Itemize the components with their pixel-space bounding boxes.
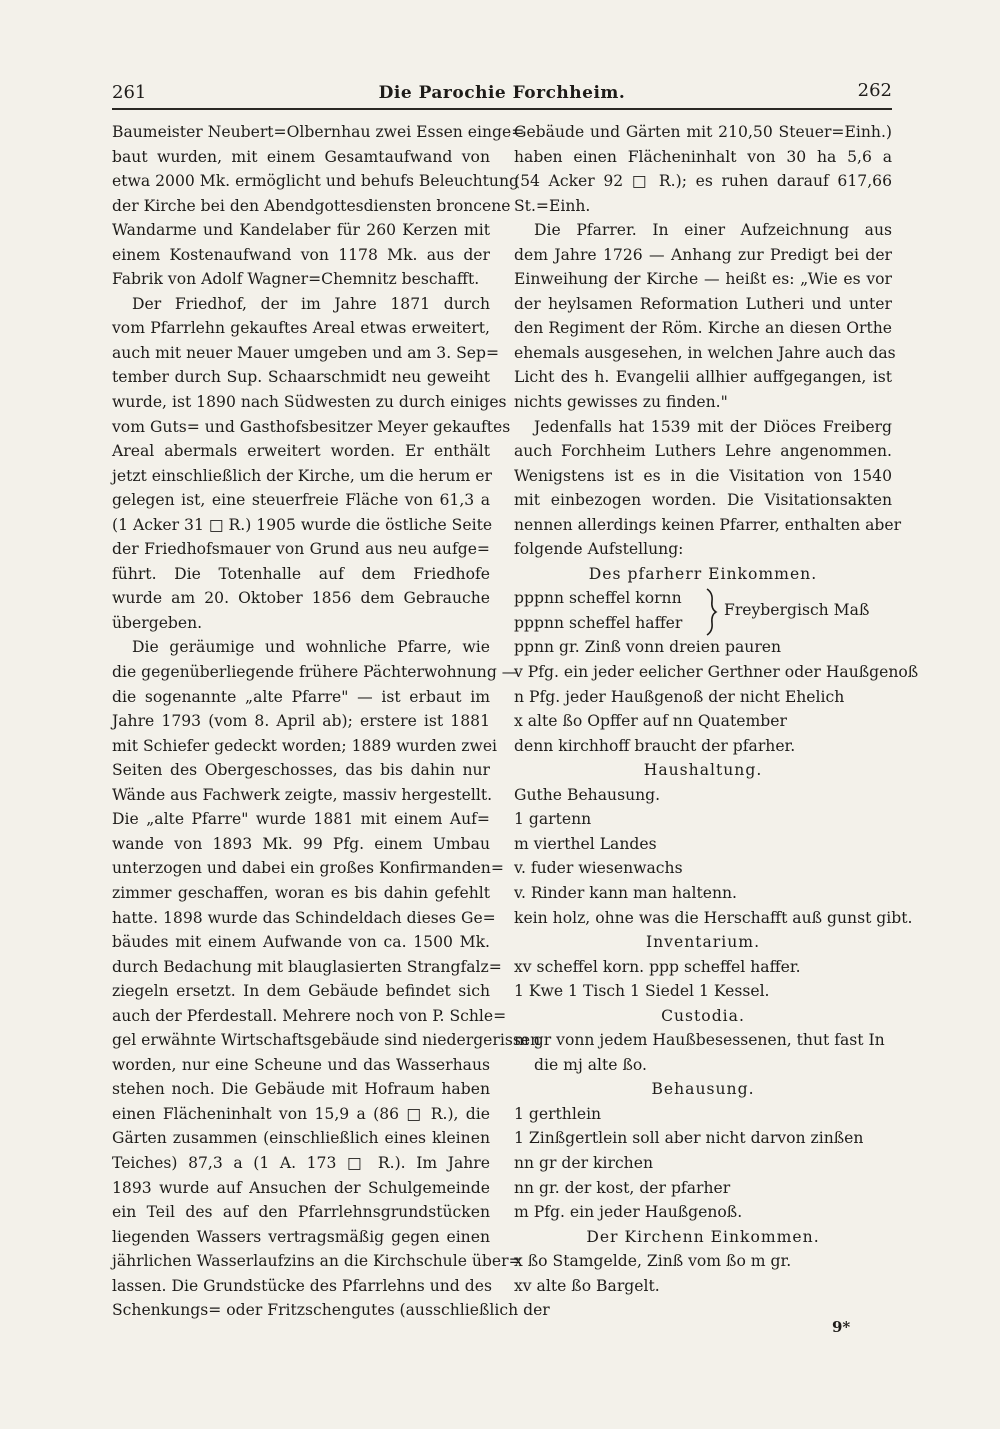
page-number-left: 261 [112, 82, 147, 103]
list-item: x alte ßo Opffer auf nn Quatember [514, 712, 787, 731]
text-line: die gegenüberliegende frühere Pächterwohnung — [112, 663, 518, 682]
text-line: ziegeln ersetzt. In dem Gebäude befindet sich [112, 982, 490, 1001]
section-heading: Haushaltung. [643, 761, 763, 780]
text-line: vom Guts= und Gasthofsbesitzer Meyer gekauftes [112, 417, 511, 436]
text-line: zimmer geschaffen, woran es bis dahin gefehlt [112, 883, 490, 902]
text-line: wande von 1893 Mk. 99 Pfg. einem Umbau [112, 834, 490, 853]
text-line: stehen noch. Die Gebäude mit Hofraum haben [112, 1080, 490, 1099]
page-number-right: 262 [857, 80, 892, 101]
text-line: dem Jahre 1726 — Anhang zur Predigt bei der [514, 245, 892, 264]
text-line: Fabrik von Adolf Wagner=Chemnitz beschafft. [112, 270, 480, 289]
list-item: nn gr der kirchen [514, 1153, 653, 1172]
text-line: Wandarme und Kandelaber für 260 Kerzen mit [112, 221, 490, 240]
text-line: gel erwähnte Wirtschaftsgebäude sind niedergerissen [112, 1031, 541, 1050]
left-column [112, 120, 550, 1323]
text-line: St.=Einh. [514, 196, 591, 215]
text-line: nennen allerdings keinen Pfarrer, enthalten aber [514, 515, 902, 534]
list-item: v. Rinder kann man haltenn. [514, 883, 738, 902]
section-heading: Des pfarherr Einkommen. [588, 564, 818, 583]
text-line: Einweihung der Kirche — heißt es: „Wie es vor [514, 270, 892, 289]
section-heading: Custodia. [661, 1006, 745, 1025]
text-line: jetzt einschließlich der Kirche, um die herum er [112, 466, 492, 485]
list-item: m gr vonn jedem Haußbesessenen, thut fast In [514, 1031, 885, 1050]
list-item: m vierthel Landes [514, 834, 657, 853]
text-line: baut wurden, mit einem Gesamtaufwand von [112, 147, 490, 166]
list-item: ppnn gr. Zinß vonn dreien pauren [514, 638, 782, 657]
text-line: Teiches) 87,3 a (1 A. 173 □ R.). Im Jahre [112, 1153, 490, 1172]
list-item: denn kirchhoff braucht der pfarher. [514, 736, 796, 755]
brace-note: Freybergisch Maß [724, 601, 870, 619]
text-line: den Regiment der Röm. Kirche an diesen Orthe [514, 319, 892, 338]
text-line: der Kirche bei den Abendgottesdiensten broncene [112, 196, 511, 215]
text-line: vom Pfarrlehn gekauftes Areal etwas erweitert, [112, 319, 490, 338]
text-line: nichts gewisses zu finden." [514, 393, 728, 412]
text-line: auch Forchheim Luthers Lehre angenommen. [514, 442, 892, 461]
list-item: pppnn scheffel haffer [514, 613, 683, 632]
list-item: xv scheffel korn. ppp scheffel haffer. [514, 957, 801, 976]
list-item: n Pfg. jeder Haußgenoß der nicht Ehelich [514, 687, 845, 706]
text-line: Die „alte Pfarre" wurde 1881 mit einem Auf= [112, 810, 490, 829]
text-line: mit Schiefer gedeckt worden; 1889 wurden zwei [112, 736, 498, 755]
list-item: 1 gerthlein [514, 1104, 602, 1123]
text-line: Die geräumige und wohnliche Pfarre, wie [132, 638, 490, 657]
text-line: einem Kostenaufwand von 1178 Mk. aus der [112, 245, 490, 264]
text-line: der Friedhofsmauer von Grund aus neu aufge= [112, 540, 490, 559]
text-line: Wände aus Fachwerk zeigte, massiv hergestellt. [112, 785, 493, 804]
text-line: lassen. Die Grundstücke des Pfarrlehns und des [112, 1276, 492, 1295]
text-line: Seiten des Obergeschosses, das bis dahin nur [112, 761, 490, 780]
text-line: Wenigstens ist es in die Visitation von 1540 [514, 466, 892, 485]
list-item: die mj alte ßo. [534, 1055, 647, 1074]
running-title: Die Parochie Forchheim. [378, 83, 626, 103]
signature-mark: 9* [832, 1318, 851, 1336]
text-line: ein Teil des auf den Pfarrlehnsgrundstücken [112, 1203, 490, 1222]
text-line: hatte. 1898 wurde das Schindeldach dieses Ge= [112, 908, 496, 927]
text-line: Jedenfalls hat 1539 mit der Diöces Freiberg [534, 417, 892, 436]
text-line: durch Bedachung mit blauglasierten Strangfalz= [112, 957, 502, 976]
text-line: Licht des h. Evangelii allhier auffgegangen, ist [514, 368, 892, 387]
text-line: etwa 2000 Mk. ermöglicht und behufs Beleuchtung [112, 172, 519, 191]
section-heading: Der Kirchenn Einkommen. [586, 1227, 820, 1246]
text-line: einen Flächeninhalt von 15,9 a (86 □ R.), die [112, 1104, 490, 1123]
section-heading: Inventarium. [645, 933, 761, 952]
list-item: v. fuder wiesenwachs [514, 859, 683, 878]
list-item: 1 gartenn [514, 810, 592, 829]
text-line: Der Friedhof, der im Jahre 1871 durch [132, 294, 490, 313]
list-item: xv alte ßo Bargelt. [514, 1276, 660, 1295]
text-line: (1 Acker 31 □ R.) 1905 wurde die östliche Seite [112, 515, 493, 534]
text-line: gelegen ist, eine steuerfreie Fläche von 61,3 a [112, 491, 490, 510]
text-line: (54 Acker 92 □ R.); es ruhen darauf 617,66 [514, 172, 892, 191]
text-line: auch der Pferdestall. Mehrere noch von P. Schle= [112, 1006, 507, 1025]
text-line: führt. Die Totenhalle auf dem Friedhofe [112, 564, 490, 583]
text-line: die sogenannte „alte Pfarre" — ist erbaut im [112, 687, 490, 706]
text-line: folgende Aufstellung: [514, 540, 684, 559]
section-heading: Behausung. [651, 1080, 755, 1099]
list-item: 1 Kwe 1 Tisch 1 Siedel 1 Kessel. [514, 982, 770, 1001]
list-item: Guthe Behausung. [514, 785, 661, 804]
right-column [514, 120, 919, 1298]
text-line: liegenden Wassers vertragsmäßig gegen einen [112, 1227, 490, 1246]
list-item: nn gr. der kost, der pfarher [514, 1178, 731, 1197]
text-line: jährlichen Wasserlaufzins an die Kirchschule über= [112, 1252, 522, 1271]
header-rule [112, 108, 892, 110]
list-item: pppnn scheffel kornn [514, 589, 682, 608]
text-line: tember durch Sup. Schaarschmidt neu geweiht [112, 368, 490, 387]
text-line: Baumeister Neubert=Olbernhau zwei Essen einge= [112, 123, 525, 141]
text-line: mit einbezogen worden. Die Visitationsakten [514, 491, 892, 510]
text-line: Schenkungs= oder Fritzschengutes (ausschließlich der [112, 1301, 550, 1320]
list-item: x ßo Stamgelde, Zinß vom ßo m gr. [514, 1252, 792, 1271]
text-line: haben einen Flächeninhalt von 30 ha 5,6 a [514, 147, 892, 166]
text-line: bäudes mit einem Aufwande von ca. 1500 Mk. [112, 933, 490, 952]
brace-glyph [703, 587, 719, 637]
text-line: Jahre 1793 (vom 8. April ab); erstere ist 1881 [112, 712, 490, 731]
text-line: übergeben. [112, 613, 203, 632]
text-line: worden, nur eine Scheune und das Wasserhaus [112, 1055, 490, 1074]
text-line: 1893 wurde auf Ansuchen der Schulgemeinde [112, 1178, 490, 1197]
page-header [112, 78, 892, 106]
list-item: v Pfg. ein jeder eelicher Gerthner oder Haußgenoß [514, 663, 919, 682]
text-line: wurde, ist 1890 nach Südwesten zu durch einiges [112, 393, 507, 412]
text-line: wurde am 20. Oktober 1856 dem Gebrauche [112, 589, 490, 608]
text-line: der heylsamen Reformation Lutheri und unter [514, 294, 892, 313]
text-line: auch mit neuer Mauer umgeben und am 3. Sep= [112, 343, 500, 362]
list-item: m Pfg. ein jeder Haußgenoß. [514, 1203, 743, 1222]
text-line: ehemals ausgesehen, in welchen Jahre auch das [514, 343, 896, 362]
text-line: unterzogen und dabei ein großes Konfirmanden= [112, 859, 504, 878]
list-item: kein holz, ohne was die Herschafft auß gunst gibt. [514, 908, 913, 927]
text-line: Areal abermals erweitert worden. Er enthält [112, 442, 490, 461]
text-line: Gärten zusammen (einschließlich eines kleinen [112, 1129, 490, 1148]
list-item: 1 Zinßgertlein soll aber nicht darvon zinßen [514, 1129, 864, 1148]
text-line: Gebäude und Gärten mit 210,50 Steuer=Einh.) [514, 123, 892, 141]
text-line: Die Pfarrer. In einer Aufzeichnung aus [534, 221, 892, 240]
